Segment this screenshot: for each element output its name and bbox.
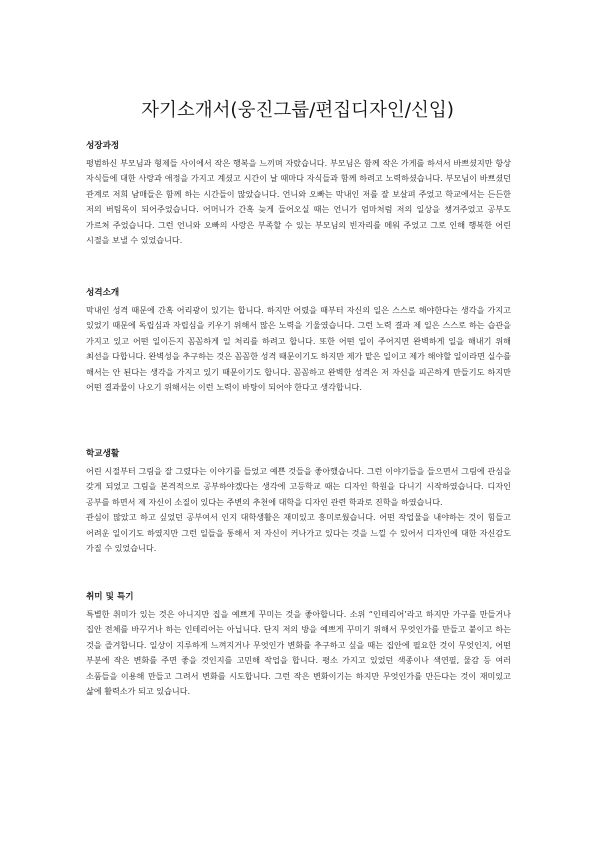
section-personality bbox=[86, 287, 511, 395]
document-title: 자기소개서(웅진그룹/편집디자인/신입) bbox=[141, 100, 454, 121]
section-body: 특별한 취미가 있는 것은 아니지만 집을 예쁘게 꾸미는 것을 좋아합니다. 소위 “인테리어’라고 하지만 가구를 만들거나 집안 전체를 바꾸거나 하는 인테리어는 아닙니다. 단지 저의 방을 예쁘게 꾸미기 위해서 무엇인가를 만들고 붙이고 하는 것을 즐겨합니다. 일상이 지루하게 느껴지거나 무엇인가 변화를 추구하고 싶을 때는 집안에 필요한 것이 무엇인지, 어떤 부분에 작은 변화를 주면 좋을 것인지를 고민해 작업을 합니다. 평소 가지고 있었던 색종이나 색연필, 물감 등 여러 소품들을 이용해 만들고 그려서 변화를 시도합니다. 그런 작은 변화이기는 하지만 무엇인가를 만든다는 것이 재미있고 삶에 활력소가 되고 있습니다. bbox=[86, 609, 511, 697]
section-body: 막내인 성격 때문에 간혹 어리광이 있기는 합니다. 하지만 어렸을 때부터 자신의 일은 스스로 해야한다는 생각을 가지고 있었기 때문에 독립심과 자립심을 키우기 위해서 많은 노력을 기울였습니다. 그런 노력 결과 제 일은 스스로 하는 습관을 가지고 있고 어떤 일이든지 꼼꼼하게 일 처리를 하려고 합니다. 또한 어떤 일이 주어지면 완벽하게 일을 해내기 위해 최선을 다합니다. 완벽성을 추구하는 것은 꼼꼼한 성격 때문이기도 하지만 제가 맡은 일이고 제가 해야할 일이라면 실수를 해서는 안 된다는 생각을 가지고 있기 때문이기도 합니다. 꼼꼼하고 완벽한 성격은 저 자신을 피곤하게 만들기도 하지만 어떤 결과물이 나오기 위해서는 이런 노력이 바탕이 되어야 한다고 생각합니다. bbox=[86, 305, 511, 393]
section-heading: 취미 및 특기 bbox=[86, 592, 134, 602]
section-growth bbox=[86, 140, 511, 248]
section-hobbies bbox=[86, 591, 511, 699]
section-school-life bbox=[86, 448, 511, 556]
section-heading: 학교생활 bbox=[86, 449, 120, 459]
section-heading: 성격소개 bbox=[86, 288, 120, 298]
section-heading: 성장과정 bbox=[86, 141, 120, 151]
section-body: 어린 시절부터 그림을 잘 그렸다는 이야기를 들었고 예쁜 것들을 좋아했습니다. 그런 이야기들을 들으면서 그림에 관심을 갖게 되었고 그림을 본격적으로 공부하야겠다는 생각에 고등학교 때는 디자인 학원을 다니기 시작하였습니다. 디자인 공부를 하면서 제 자신이 소질이 있다는 주변의 추천에 대학을 디자인 관련 학과로 진학을 하였습니다. 관심이 많았고 하고 싶었던 공부여서 인지 대학생활은 재미있고 흥미로웠습니다. 어떤 작업물을 내야하는 것이 힘들고 어려운 일이기도 하였지만 그런 일들을 통해서 저 자신이 커나가고 있다는 것을 느낄 수 있어서 디자인에 대한 자신감도 가질 수 있었습니다. bbox=[86, 466, 511, 554]
section-body: 평범하신 부모님과 형제들 사이에서 작은 행복을 느끼며 자랐습니다. 부모님은 함께 작은 가게를 하셔서 바쁘셨지만 항상 자식들에 대한 사랑과 애정을 가지고 계셨고 시간이 날 때마다 자식들과 함께 하려고 노력하셨습니다. 부모님이 바쁘셨던 관계로 저희 남매들은 함께 하는 시간들이 많았습니다. 언니와 오빠는 막내인 저를 잘 보살펴 주었고 학교에서는 든든한 저의 버팀목이 되어주었습니다. 어머니가 간혹 늦게 들어오실 때는 언니가 엄마처럼 저의 일상을 챙겨주었고 공부도 가르쳐 주었습니다. 그런 언니와 오빠의 사랑은 부족할 수 있는 부모님의 빈자리를 메워 주었고 그로 인해 행복한 어린 시절을 보낼 수 있었습니다. bbox=[86, 158, 511, 246]
